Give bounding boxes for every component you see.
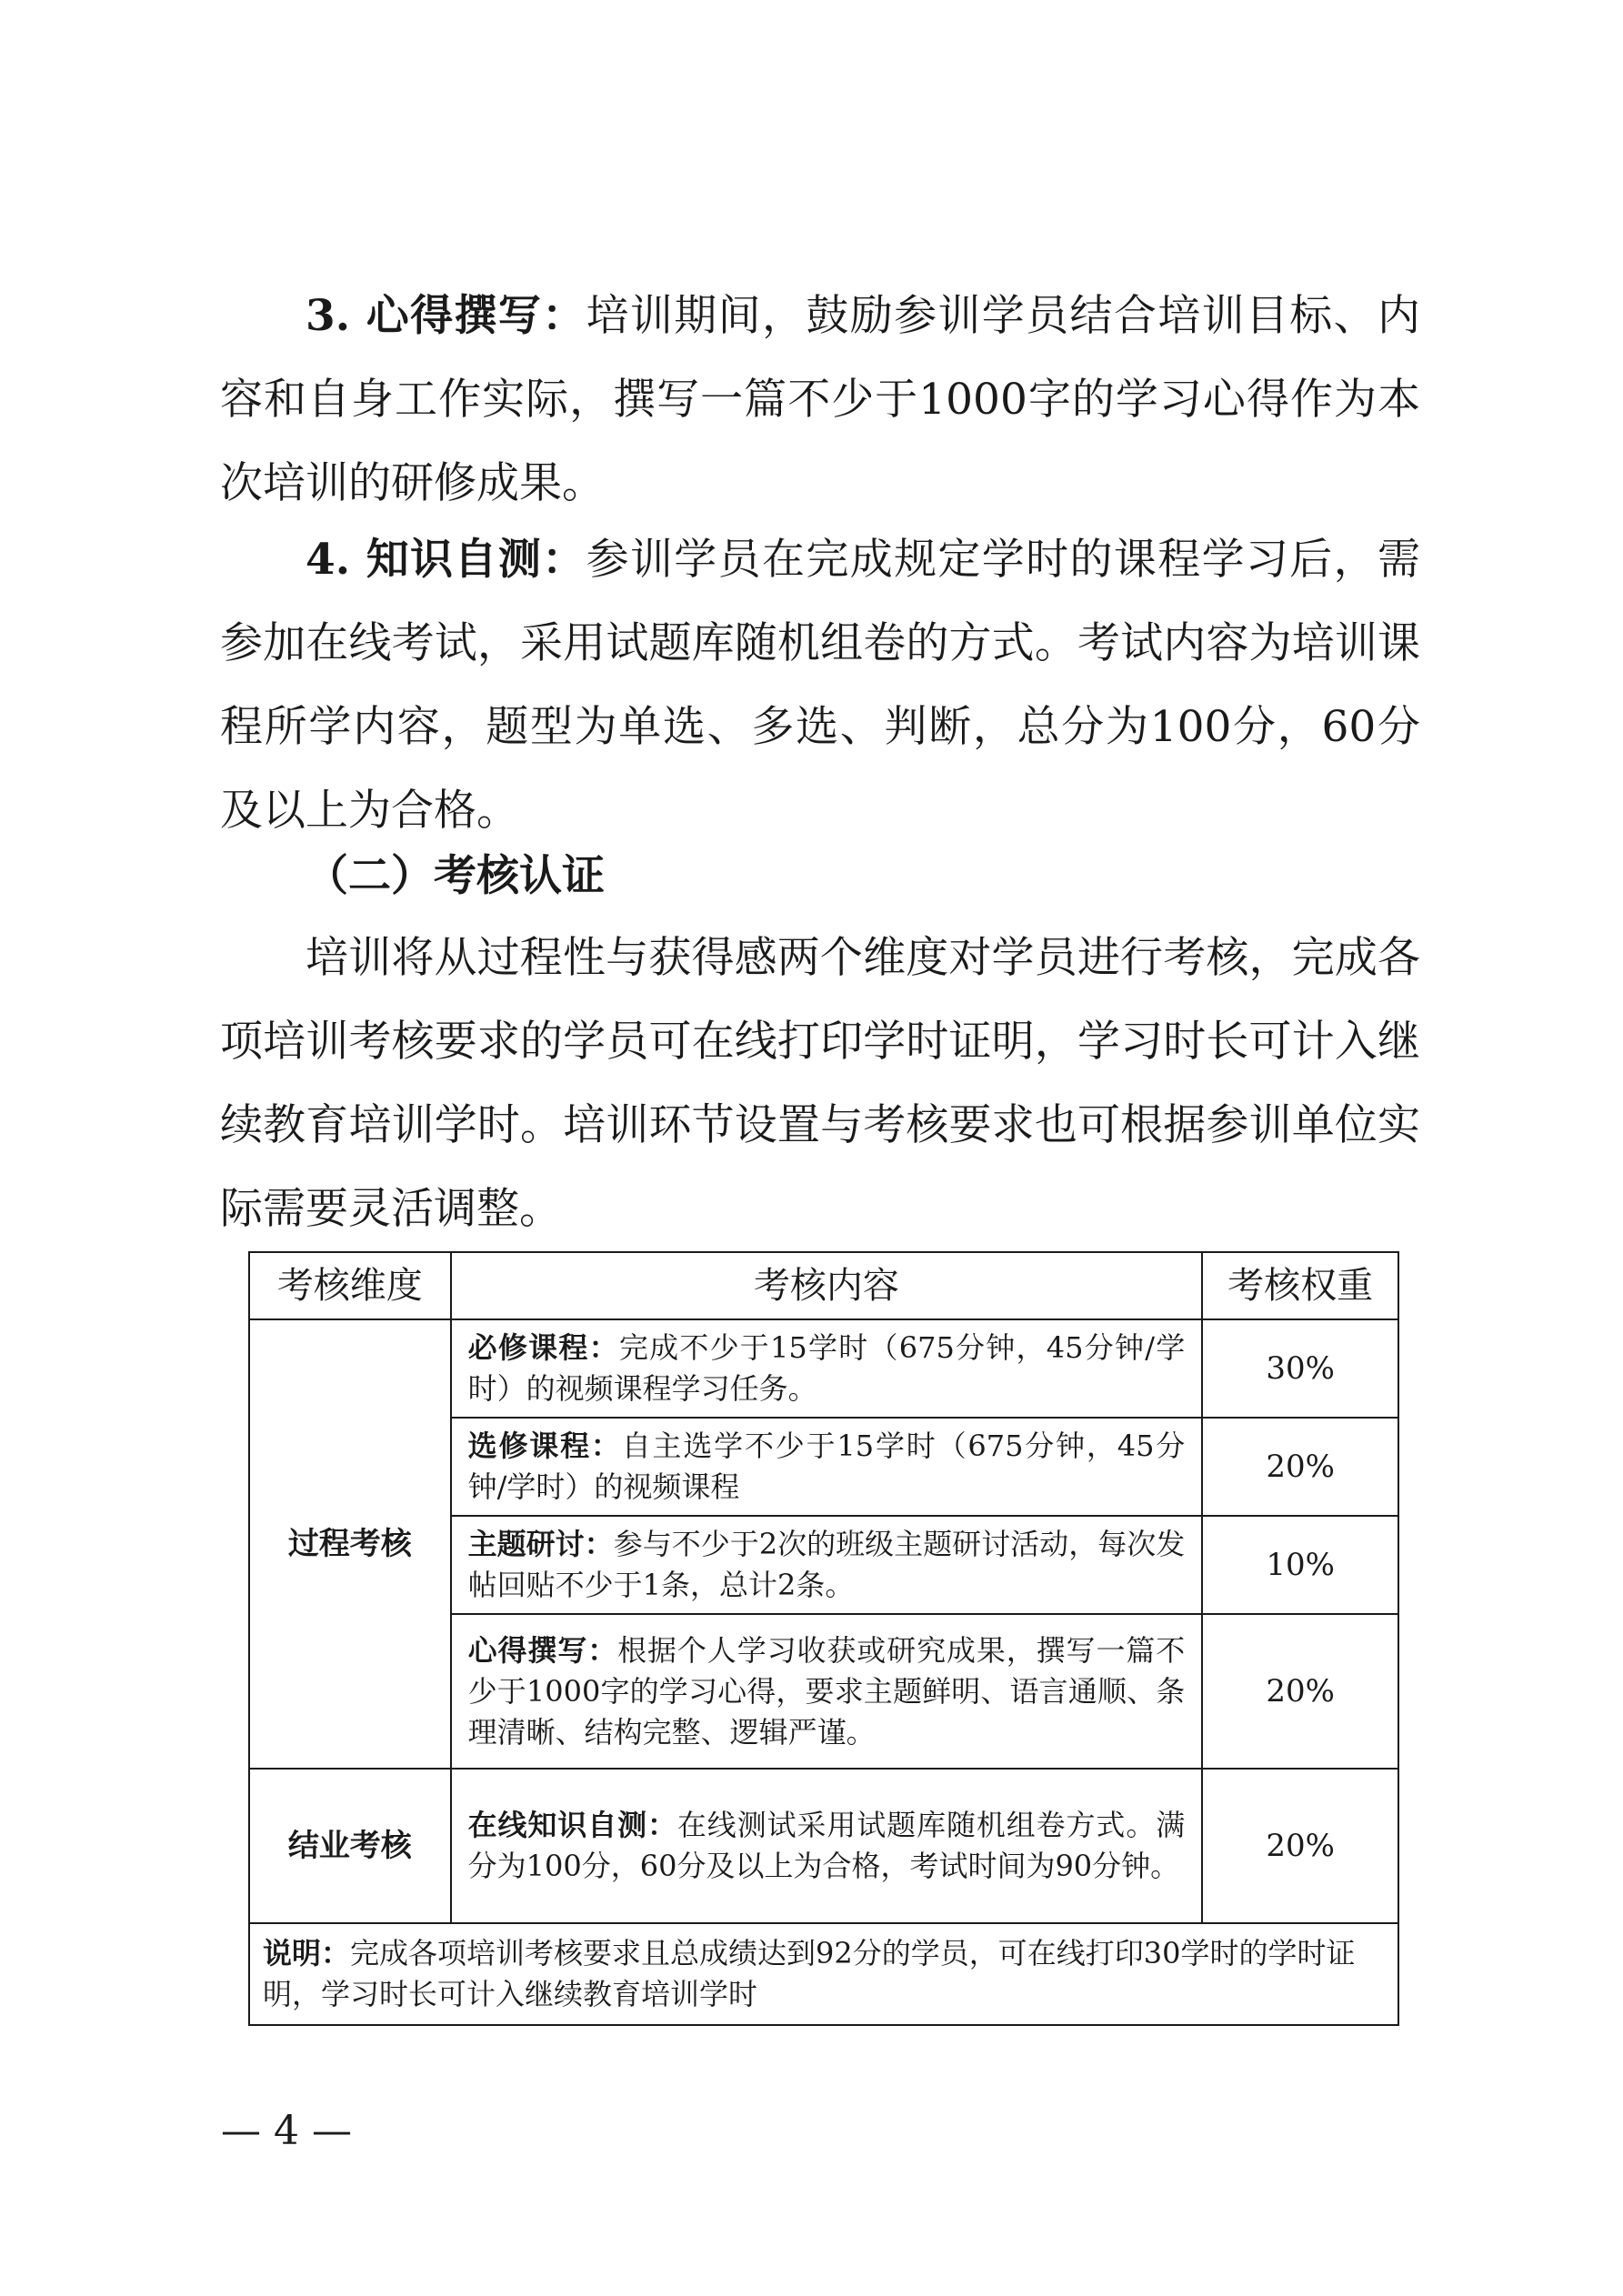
content-label: 心得撰写： <box>467 1632 618 1668</box>
content-cell <box>451 1319 1203 1418</box>
weight-cell: 10% <box>1202 1516 1398 1614</box>
table-row <box>249 1769 1398 1923</box>
paragraph-lead: 3. 心得撰写： <box>306 291 586 341</box>
paragraph-knowledge-test <box>220 518 1420 853</box>
content-cell <box>451 1418 1203 1516</box>
content-cell <box>451 1614 1203 1769</box>
content-text: 在线测试采用试题库随机组卷方式。满分为100分，60分及以上为合格，考试时间为90分钟。 <box>467 1808 1186 1883</box>
content-label: 选修课程： <box>467 1429 622 1463</box>
weight-cell: 20% <box>1202 1614 1398 1769</box>
weight-cell: 30% <box>1202 1319 1398 1418</box>
weight-cell: 20% <box>1202 1769 1398 1923</box>
paragraph-essay-writing <box>220 275 1420 526</box>
note-cell <box>249 1923 1398 2025</box>
content-label: 主题研讨： <box>467 1527 614 1561</box>
paragraph-lead: 4. 知识自测： <box>306 535 586 585</box>
assessment-table <box>248 1251 1399 2026</box>
paragraph-text: 参训学员在完成规定学时的课程学习后，需参加在线考试，采用试题库随机组卷的方式。考试内容为培训课程所学内容，题型为单选、多选、判断，总分为100分，60分及以上为合格。 <box>220 535 1420 836</box>
header-dimension: 考核维度 <box>249 1252 451 1319</box>
dimension-completion: 结业考核 <box>249 1769 451 1923</box>
table-row <box>249 1319 1398 1418</box>
section-heading: （二）考核认证 <box>306 851 605 901</box>
page-number: — 4 — <box>221 2108 352 2154</box>
note-text: 完成各项培训考核要求且总成绩达到92分的学员，可在线打印30学时的学时证明，学习时长可计入继续教育培训学时 <box>263 1936 1356 2011</box>
content-text: 参与不少于2次的班级主题研讨活动，每次发帖回贴不少于1条，总计2条。 <box>467 1527 1186 1602</box>
dimension-process: 过程考核 <box>249 1319 451 1769</box>
paragraph-text: 培训期间，鼓励参训学员结合培训目标、内容和自身工作实际，撰写一篇不少于1000字的学习心得作为本次培训的研修成果。 <box>220 291 1420 508</box>
header-weight: 考核权重 <box>1202 1252 1398 1319</box>
table-header-row <box>249 1252 1398 1319</box>
content-label: 必修课程： <box>467 1330 619 1365</box>
content-cell <box>451 1516 1203 1614</box>
header-content: 考核内容 <box>451 1252 1203 1319</box>
content-cell <box>451 1769 1203 1923</box>
note-label: 说明： <box>263 1936 351 1970</box>
table-note-row <box>249 1923 1398 2025</box>
paragraph-assessment: 培训将从过程性与获得感两个维度对学员进行考核，完成各项培训考核要求的学员可在线打印学时证明，学习时长可计入继续教育培训学时。培训环节设置与考核要求也可根据参训单位实际需要灵活调整。 <box>220 933 1420 1234</box>
content-text: 完成不少于15学时（675分钟，45分钟/学时）的视频课程学习任务。 <box>467 1330 1186 1406</box>
content-text: 自主选学不少于15学时（675分钟，45分钟/学时）的视频课程 <box>467 1429 1186 1504</box>
content-label: 在线知识自测： <box>467 1808 677 1842</box>
content-text: 根据个人学习收获或研究成果，撰写一篇不少于1000字的学习心得，要求主题鲜明、语言通顺、条理清晰、结构完整、逻辑严谨。 <box>467 1632 1186 1750</box>
weight-cell: 20% <box>1202 1418 1398 1516</box>
